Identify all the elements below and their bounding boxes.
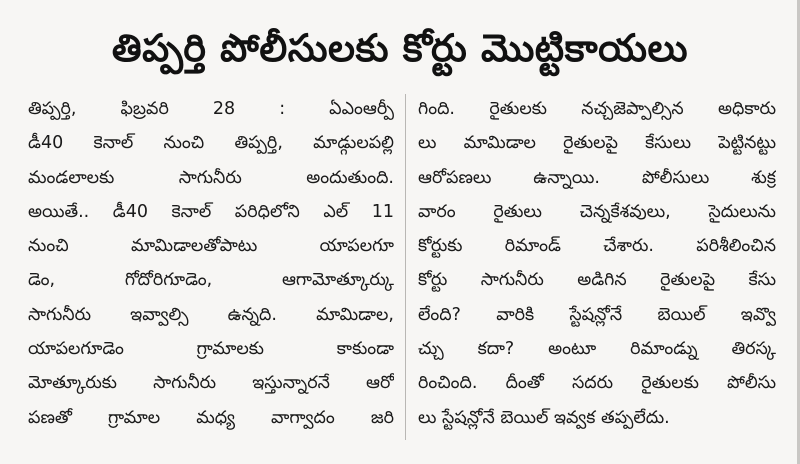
article-line: మండలాలకు సాగునీరు అందుతుంది. <box>28 167 394 188</box>
article-column-right <box>418 92 776 435</box>
article-line: లేంది? వారికి స్టేషన్లోనే బెయిల్ ఇవ్వొ <box>418 304 776 325</box>
column-divider <box>405 94 406 440</box>
article-line: చ్చు కదా? అంటూ రిమాండ్ను తిరస్క <box>418 339 776 360</box>
article-line: తిప్పర్తి, ఫిబ్రవరి 28 : ఏఎంఆర్పీ <box>28 99 394 119</box>
article-line: మోత్కూరుకు సాగునీరు ఇస్తున్నారనే ఆరో <box>28 373 394 394</box>
article-line: పణతో గ్రామాల మధ్య వాగ్వాదం జరి <box>28 407 394 428</box>
article-line: యాపలగూడెం గ్రామాలకు కాకుండా <box>28 339 394 360</box>
article-line: కోర్టుకు రిమాండ్ చేశారు. పరిశీలించిన <box>418 236 776 257</box>
article-line: అయితే.. డీ40 కెనాల్ పరిధిలోని ఎల్ 11 <box>28 201 394 222</box>
article-line: లు స్టేషన్లోనే బెయిల్ ఇవ్వక తప్పలేదు. <box>418 407 670 428</box>
article-line: వారం రైతులు చెన్నకేశవులు, సైదులును <box>418 201 776 222</box>
article-line: ఆరోపణలు ఉన్నాయి. పోలీసులు శుక్ర <box>418 167 776 188</box>
article-line: గింది. రైతులకు నచ్చజెప్పాల్సిన అధికారు <box>418 99 776 119</box>
article-column-left <box>28 92 394 435</box>
article-line: కోర్టు సాగునీరు అడిగిన రైతులపై కేసు <box>418 270 776 291</box>
article-line: లు మామిడాల రైతులపై కేసులు పెట్టినట్టు <box>418 133 776 154</box>
article-line: డీ40 కెనాల్ నుంచి తిప్పర్తి, మాడ్గులపల్లి <box>28 133 394 154</box>
article-line: సాగునీరు ఇవ్వాల్సి ఉన్నది. మామిడాల, <box>28 304 394 325</box>
article-headline: తిప్పర్తి పోలీసులకు కోర్టు మొట్టికాయలు <box>111 26 689 70</box>
article-line: నుంచి మామిడాలతోపాటు యాపలగూ <box>28 236 394 257</box>
article-line: రించింది. దీంతో సదరు రైతులకు పోలీసు <box>418 373 776 394</box>
article-line: డెం, గోదోరిగూడెం, ఆగామోత్కూర్కు <box>28 270 394 291</box>
